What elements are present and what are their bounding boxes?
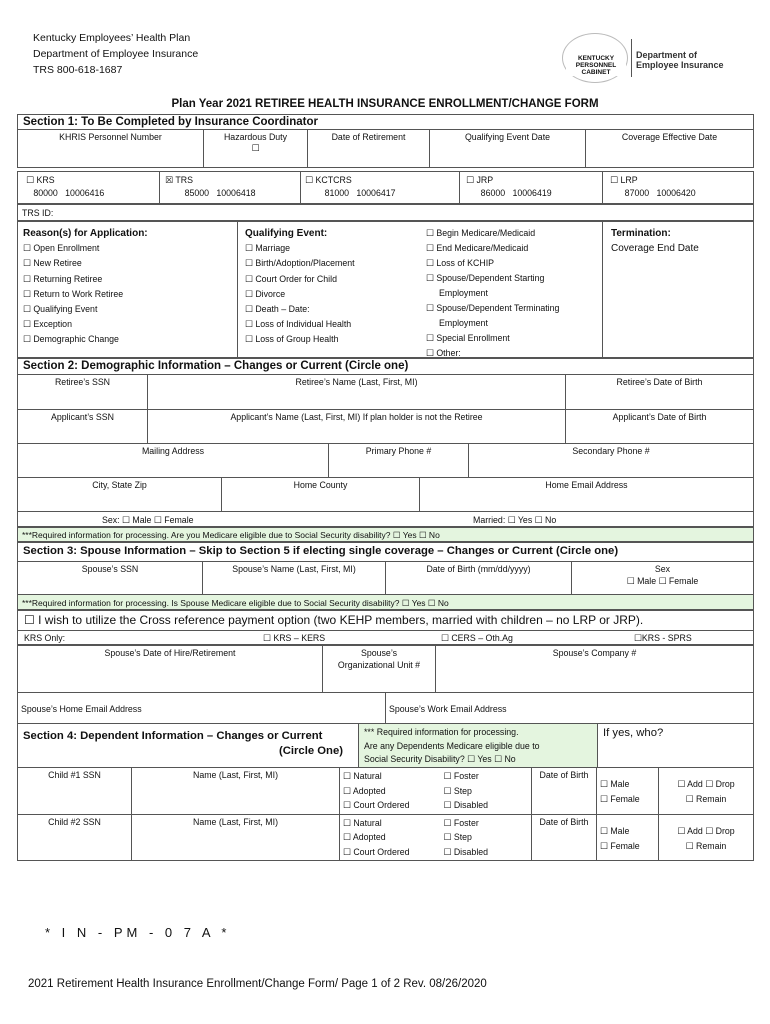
child-1-type-b[interactable]: ☐ Foster ☐ Step ☐ Disabled [441, 768, 532, 815]
qualifying-event-date-field[interactable]: Qualifying Event Date [430, 130, 586, 168]
child-1-type-a[interactable]: ☐ Natural ☐ Adopted ☐ Court Ordered [340, 768, 441, 815]
cross-reference-option[interactable]: ☐ I wish to utilize the Cross reference payment option (two KEHP members, married with children – no LRP or JRP). [24, 613, 644, 627]
child-1-sex[interactable]: ☐ Male ☐ Female [597, 768, 659, 815]
spouse-employment-table [17, 645, 754, 693]
spouse-company-field[interactable]: Spouse’s Company # [436, 646, 754, 693]
qualifying-event-list-2: ☐ Begin Medicare/Medicaid ☐ End Medicare/Medicaid ☐ Loss of KCHIP ☐ Spouse/Dependent Starting Employment ☐ Spouse/Dependent Terminating Employment ☐ Special Enrollment ☐ Other: [426, 228, 560, 358]
termination-block[interactable]: Termination: Coverage End Date [611, 228, 699, 254]
org-name: Kentucky Employees’ Health Plan [33, 32, 191, 44]
qe-option[interactable]: ☐ Loss of Individual Health [245, 319, 352, 330]
spouse-hire-date-field[interactable]: Spouse’s Date of Hire/Retirement [18, 646, 323, 693]
applicant-name-field[interactable]: Applicant’s Name (Last, First, MI) If plan holder is not the Retiree [148, 410, 566, 444]
child-2-type-a[interactable]: ☐ Natural ☐ Adopted ☐ Court Ordered [340, 814, 441, 861]
reason-option[interactable]: ☐ Returning Retiree [23, 273, 103, 284]
section-4-header [17, 723, 754, 767]
system-krs[interactable]: ☐ KRS 80000 10006416 [26, 175, 105, 198]
system-jrp[interactable]: ☐ JRP 86000 10006419 [466, 175, 552, 198]
home-email-field[interactable]: Home Email Address [420, 478, 754, 512]
kentucky-personnel-logo: KENTUCKY PERSONNEL CABINET Department of Employee Insurance [558, 33, 728, 85]
qe-option[interactable]: ☐ Birth/Adoption/Placement [245, 258, 355, 269]
child-2-ssn-field[interactable]: Child #2 SSN [18, 814, 132, 861]
dependent-medicare-note[interactable]: *** Required information for processing. Are any Dependents Medicare eligible due to Social Security Disability? ☐ Yes ☐ No [358, 724, 598, 767]
reason-option[interactable]: ☐ Return to Work Retiree [23, 288, 124, 299]
applicant-dob-field[interactable]: Applicant’s Date of Birth [566, 410, 754, 444]
reason-option[interactable]: ☐ Qualifying Event [23, 304, 98, 315]
section-1-title: Section 1: To Be Completed by Insurance Coordinator [18, 115, 754, 130]
child-2-name-field[interactable]: Name (Last, First, MI) [132, 814, 340, 861]
cross-reference-row [17, 610, 754, 630]
spouse-ssn-field[interactable]: Spouse’s SSN [18, 562, 203, 595]
form-title: Plan Year 2021 RETIREE HEALTH INSURANCE ENROLLMENT/CHANGE FORM [171, 98, 599, 110]
spouse-name-field[interactable]: Spouse’s Name (Last, First, MI) [203, 562, 386, 595]
retirement-systems-row [17, 171, 754, 204]
medicare-note-row [17, 527, 754, 542]
section-2-address-table [17, 443, 754, 478]
reasons-list: Reason(s) for Application: ☐ Open Enrollment ☐ New Retiree ☐ Returning Retiree ☐ Return to Work Retiree ☐ Qualifying Event ☐ Exception ☐ Demographic Change [23, 226, 233, 348]
sex-married-row [17, 511, 754, 527]
header-block [33, 30, 198, 78]
spouse-medicare-note-row [17, 594, 754, 610]
section-2-header [17, 358, 754, 374]
reason-option[interactable]: ☐ New Retiree [23, 258, 82, 269]
qe-option[interactable]: ☐ Divorce [245, 288, 286, 299]
qe-option[interactable]: ☐ Court Order for Child [245, 273, 337, 284]
coverage-effective-date-field[interactable]: Coverage Effective Date [586, 130, 754, 168]
reason-option[interactable]: ☐ Exception [23, 319, 72, 330]
krs-sprs-option[interactable]: ☐KRS - SPRS [634, 633, 692, 643]
trs-id-row[interactable] [17, 204, 754, 221]
retiree-name-field[interactable]: Retiree’s Name (Last, First, MI) [148, 375, 566, 410]
city-state-zip-field[interactable]: City, State Zip [18, 478, 222, 512]
medicare-note[interactable]: ***Required information for processing. Are you Medicare eligible due to Social Security disability? ☐ Yes ☐ No [22, 530, 440, 540]
child-1-name-field[interactable]: Name (Last, First, MI) [132, 768, 340, 815]
dependent-row [18, 814, 754, 861]
krs-kers-option[interactable]: ☐ KRS – KERS [263, 633, 326, 643]
spouse-sex-field[interactable]: Sex ☐ Male ☐ Female [572, 562, 754, 595]
child-1-dob-field[interactable]: Date of Birth [532, 768, 597, 815]
qualifying-event-list: Qualifying Event: ☐ Marriage ☐ Birth/Adoption/Placement ☐ Court Order for Child ☐ Divorce ☐ Death – Date: ☐ Loss of Individual Health ☐ Loss of Group Health [245, 226, 430, 348]
system-kctcrs[interactable]: ☐ KCTCRS 81000 10006417 [305, 175, 396, 198]
cers-option[interactable]: ☐ CERS – Oth.Ag [441, 633, 513, 643]
dept-name: Department of Employee Insurance [33, 48, 199, 60]
page-footer: 2021 Retirement Health Insurance Enrollment/Change Form/ Page 1 of 2 Rev. 08/26/2020 [28, 978, 487, 990]
child-2-action[interactable]: ☐ Add ☐ Drop ☐ Remain [659, 814, 754, 861]
retirement-date-field[interactable]: Date of Retirement [308, 130, 430, 168]
reason-option[interactable]: ☐ Open Enrollment [23, 243, 100, 254]
married-options[interactable]: Married: ☐ Yes ☐ No [473, 515, 557, 525]
qe-option[interactable]: ☐ Loss of Group Health [245, 334, 339, 345]
system-trs[interactable]: ☒ TRS 85000 10006418 [165, 175, 256, 198]
section-1-table [17, 114, 754, 168]
spouse-email-table [17, 692, 754, 724]
qe-option[interactable]: ☐ Marriage [245, 243, 291, 254]
section-4-title: Section 4: Dependent Information – Changes or Current (Circle One) [23, 730, 343, 757]
child-2-dob-field[interactable]: Date of Birth [532, 814, 597, 861]
if-yes-who-label[interactable]: If yes, who? [603, 727, 664, 739]
krs-only-label: KRS Only: [24, 633, 66, 643]
dependents-table [17, 767, 754, 861]
spouse-dob-field[interactable]: Date of Birth (mm/dd/yyyy) [386, 562, 572, 595]
reason-option[interactable]: ☐ Demographic Change [23, 334, 119, 345]
spouse-work-email-field[interactable]: Spouse’s Work Email Address [386, 693, 754, 724]
form-code: * I N - PM - 0 7 A * [45, 925, 231, 940]
section-2-table [17, 374, 754, 444]
mailing-address-field[interactable]: Mailing Address [18, 444, 329, 478]
qe-option[interactable]: ☐ Death – Date: [245, 304, 310, 315]
phone-text: TRS 800-618-1687 [33, 64, 123, 76]
dependent-row [18, 768, 754, 815]
sex-options[interactable]: Sex: ☐ Male ☐ Female [102, 515, 194, 525]
spouse-medicare-note[interactable]: ***Required information for processing. Is Spouse Medicare eligible due to Social Security disability? ☐ Yes ☐ No [22, 598, 449, 608]
primary-phone-field[interactable]: Primary Phone # [329, 444, 469, 478]
section-2-city-table [17, 477, 754, 512]
retiree-dob-field[interactable]: Retiree’s Date of Birth [566, 375, 754, 410]
home-county-field[interactable]: Home County [222, 478, 420, 512]
trs-id-label: TRS ID: [22, 208, 54, 218]
child-2-sex[interactable]: ☐ Male ☐ Female [597, 814, 659, 861]
reasons-block [17, 221, 754, 358]
child-2-type-b[interactable]: ☐ Foster ☐ Step ☐ Disabled [441, 814, 532, 861]
applicant-ssn-field[interactable]: Applicant’s SSN [18, 410, 148, 444]
child-1-action[interactable]: ☐ Add ☐ Drop ☐ Remain [659, 768, 754, 815]
section-3-table [17, 561, 754, 595]
secondary-phone-field[interactable]: Secondary Phone # [469, 444, 754, 478]
section-3-title: Section 3: Spouse Information – Skip to Section 5 if electing single coverage – Changes or Current (Circle one) [23, 545, 619, 557]
spouse-org-unit-field[interactable]: Spouse’s Organizational Unit # [323, 646, 436, 693]
khris-field[interactable]: KHRIS Personnel Number [18, 130, 204, 168]
retiree-ssn-field[interactable]: Retiree’s SSN [18, 375, 148, 410]
hazard-field[interactable]: Hazardous Duty ☐ [204, 130, 308, 168]
system-lrp[interactable]: ☐ LRP 87000 10006420 [610, 175, 696, 198]
section-3-header [17, 542, 754, 561]
section-2-title: Section 2: Demographic Information – Changes or Current (Circle one) [23, 360, 409, 372]
krs-only-row [17, 630, 754, 645]
child-1-ssn-field[interactable]: Child #1 SSN [18, 768, 132, 815]
spouse-home-email-field[interactable]: Spouse’s Home Email Address [18, 693, 386, 724]
